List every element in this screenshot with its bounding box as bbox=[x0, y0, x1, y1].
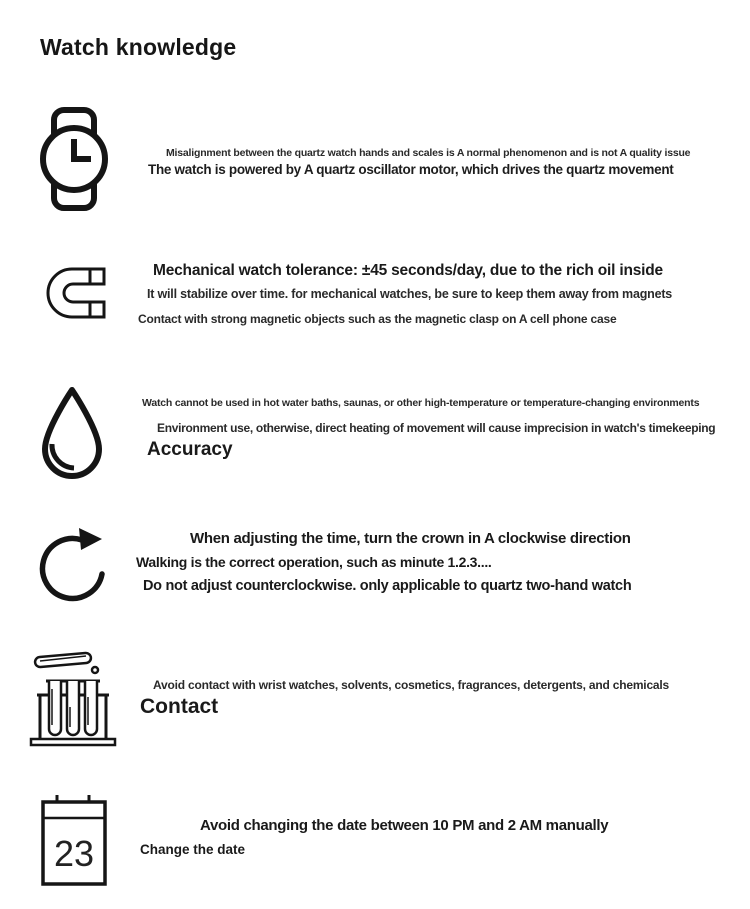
note-line: Contact with strong magnetic objects such as the magnetic clasp on A cell phone case bbox=[138, 312, 617, 326]
section-heading: Contact bbox=[140, 695, 219, 718]
calendar-icon bbox=[40, 795, 110, 887]
section-heading: Accuracy bbox=[147, 439, 233, 460]
section-temperature-accuracy bbox=[0, 383, 750, 483]
note-line: Walking is the correct operation, such as minute 1.2.3.... bbox=[136, 554, 492, 570]
section-heading: Change the date bbox=[140, 842, 246, 857]
note-line: Mechanical watch tolerance: ±45 seconds/day, due to the rich oil inside bbox=[153, 262, 663, 279]
section-time-adjustment bbox=[0, 522, 750, 602]
note-line: The watch is powered by A quartz oscillator motor, which drives the quartz movement bbox=[148, 162, 674, 177]
clockwise-arrow-icon bbox=[38, 524, 110, 602]
section-quartz-movement bbox=[0, 106, 750, 226]
note-line: Environment use, otherwise, direct heating of movement will cause imprecision in watch's timekeeping bbox=[157, 421, 716, 435]
note-line: It will stabilize over time. for mechanical watches, be sure to keep them away from magnets bbox=[147, 287, 673, 301]
note-line: Avoid changing the date between 10 PM and 2 AM manually bbox=[200, 817, 609, 834]
water-drop-icon bbox=[38, 384, 106, 480]
note-line: Avoid contact with wrist watches, solvents, cosmetics, fragrances, detergents, and chemicals bbox=[153, 678, 669, 692]
section-chemical-contact bbox=[0, 645, 750, 750]
note-line: Watch cannot be used in hot water baths, saunas, or other high-temperature or temperature-changing environments bbox=[142, 397, 700, 409]
note-line: When adjusting the time, turn the crown in A clockwise direction bbox=[190, 530, 631, 547]
note-line: Do not adjust counterclockwise. only applicable to quartz two-hand watch bbox=[143, 578, 632, 594]
note-line: Misalignment between the quartz watch hands and scales is A normal phenomenon and is not A quality issue bbox=[166, 147, 691, 159]
page-title: Watch knowledge bbox=[40, 34, 237, 60]
calendar-day-number: 23 bbox=[53, 833, 95, 874]
section-magnetism bbox=[0, 262, 750, 332]
test-tubes-icon bbox=[29, 645, 117, 747]
section-date-change bbox=[0, 793, 750, 888]
watch-icon bbox=[38, 106, 110, 212]
magnet-icon bbox=[42, 267, 106, 319]
